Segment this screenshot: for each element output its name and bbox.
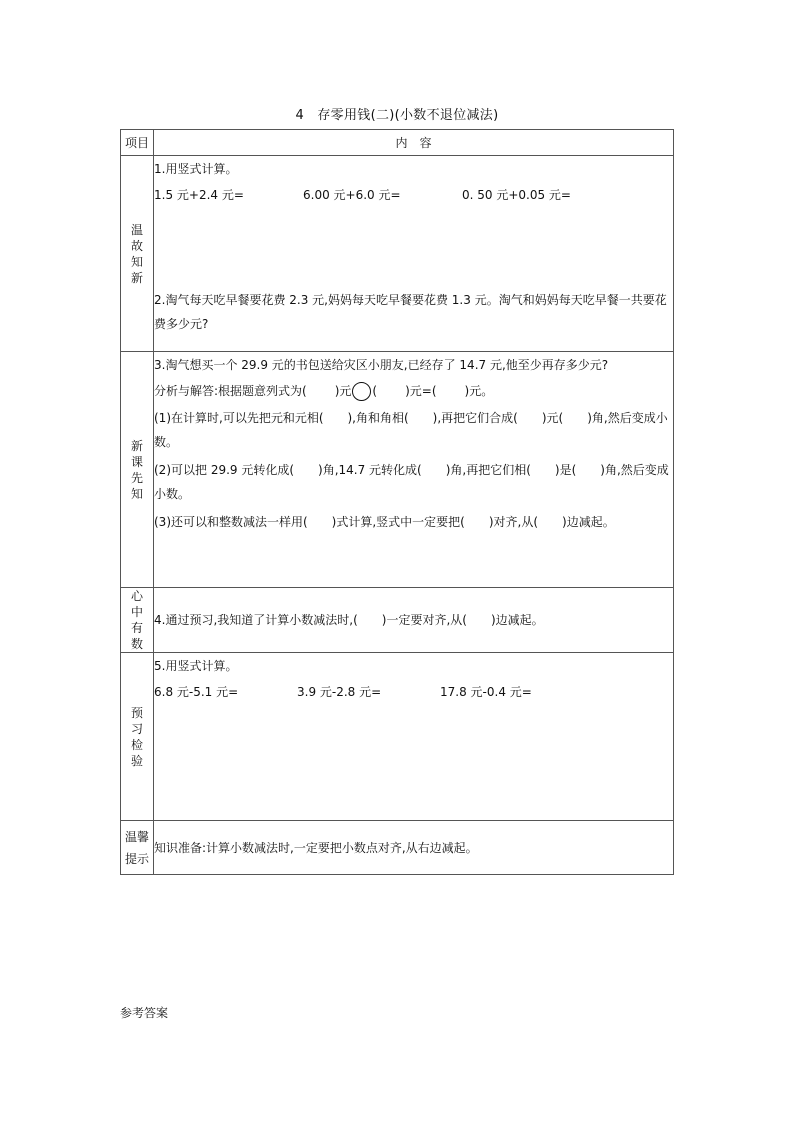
- label-char: 温馨: [124, 829, 149, 844]
- label-review: [121, 156, 154, 352]
- review-content: [154, 156, 674, 352]
- q5-items: [154, 679, 673, 705]
- q5-item: 17.8 元-0.4 元=: [440, 685, 532, 699]
- label-tip: [121, 821, 154, 875]
- step-2: (2)可以把 29.9 元转化成( )角,14.7 元转化成( )角,再把它们相( )是( )角,然后变成小数。: [154, 463, 669, 501]
- q2-text: 2.淘气每天吃早餐要花费 2.3 元,妈妈每天吃早餐要花费 1.3 元。淘气和妈妈每天吃早餐一共要花费多少元?: [154, 293, 667, 331]
- check-content: [154, 653, 674, 821]
- label-char: 心: [130, 589, 143, 603]
- tip-text: 知识准备:计算小数减法时,一定要把小数点对齐,从右边减起。: [154, 840, 478, 855]
- label-char: 故: [130, 238, 143, 253]
- label-char: 预: [130, 705, 143, 720]
- label-check: [121, 653, 154, 821]
- header-project: 项目: [121, 130, 154, 156]
- q5-item: 3.9 元-2.8 元=: [297, 685, 382, 699]
- q5-item: 6.8 元-5.1 元=: [154, 685, 239, 699]
- label-char: 数: [130, 637, 143, 651]
- step-1: (1)在计算时,可以先把元和元相( ),角和角相( ),再把它们合成( )元( )角,然后变成小数。: [154, 411, 668, 449]
- mind-content: [154, 588, 674, 653]
- analysis-yuan: )元: [334, 384, 352, 398]
- header-row: [121, 130, 674, 156]
- q3-text: 3.淘气想买一个 29.9 元的书包送给灾区小朋友,已经存了 14.7 元,他至少再存多少元?: [154, 358, 609, 372]
- q1-items: [154, 182, 673, 208]
- label-char: 验: [130, 753, 143, 768]
- label-char: 检: [130, 737, 143, 752]
- label-char: 先: [130, 470, 143, 485]
- label-char: 课: [130, 454, 143, 469]
- analysis-line: [154, 378, 673, 404]
- label-char: 知: [130, 486, 143, 501]
- analysis-end: )元。: [464, 384, 494, 398]
- operator-circle-blank: [352, 382, 371, 401]
- analysis-yuan: )元=(: [405, 384, 437, 398]
- label-char: 习: [130, 721, 143, 736]
- header-content: 内 容: [154, 130, 674, 156]
- label-char: 有: [130, 621, 143, 635]
- section-tip: [121, 821, 674, 875]
- section-check: [121, 653, 674, 821]
- label-new-lesson: [121, 352, 154, 588]
- label-char: 知: [130, 254, 143, 269]
- q1-item: 6.00 元+6.0 元=: [303, 188, 401, 202]
- q1-title: 1.用竖式计算。: [154, 162, 238, 176]
- label-char: 新: [130, 438, 143, 453]
- worksheet-table: [120, 129, 674, 875]
- q5-title: 5.用竖式计算。: [154, 659, 238, 673]
- analysis-prefix: 分析与解答:根据题意列式为(: [154, 384, 307, 398]
- q1-item: 1.5 元+2.4 元=: [154, 188, 244, 202]
- analysis-paren: (: [372, 384, 378, 398]
- label-mind: [121, 588, 154, 653]
- label-char: 新: [130, 270, 143, 285]
- section-mind: [121, 588, 674, 653]
- reference-answers-heading: 参考答案: [120, 1006, 169, 1020]
- label-char: 温: [130, 222, 143, 237]
- section-review: [121, 156, 674, 352]
- q1-item: 0. 50 元+0.05 元=: [462, 188, 571, 202]
- new-lesson-content: [154, 352, 674, 588]
- step-3: (3)还可以和整数减法一样用( )式计算,竖式中一定要把( )对齐,从( )边减起。: [154, 515, 615, 529]
- section-new-lesson: [121, 352, 674, 588]
- tip-content: [154, 821, 674, 875]
- label-char: 提示: [124, 851, 149, 866]
- label-char: 中: [130, 605, 143, 619]
- q4-text: 4.通过预习,我知道了计算小数减法时,( )一定要对齐,从( )边减起。: [154, 613, 544, 627]
- page-title: 4 存零用钱(二)(小数不退位减法): [295, 108, 499, 123]
